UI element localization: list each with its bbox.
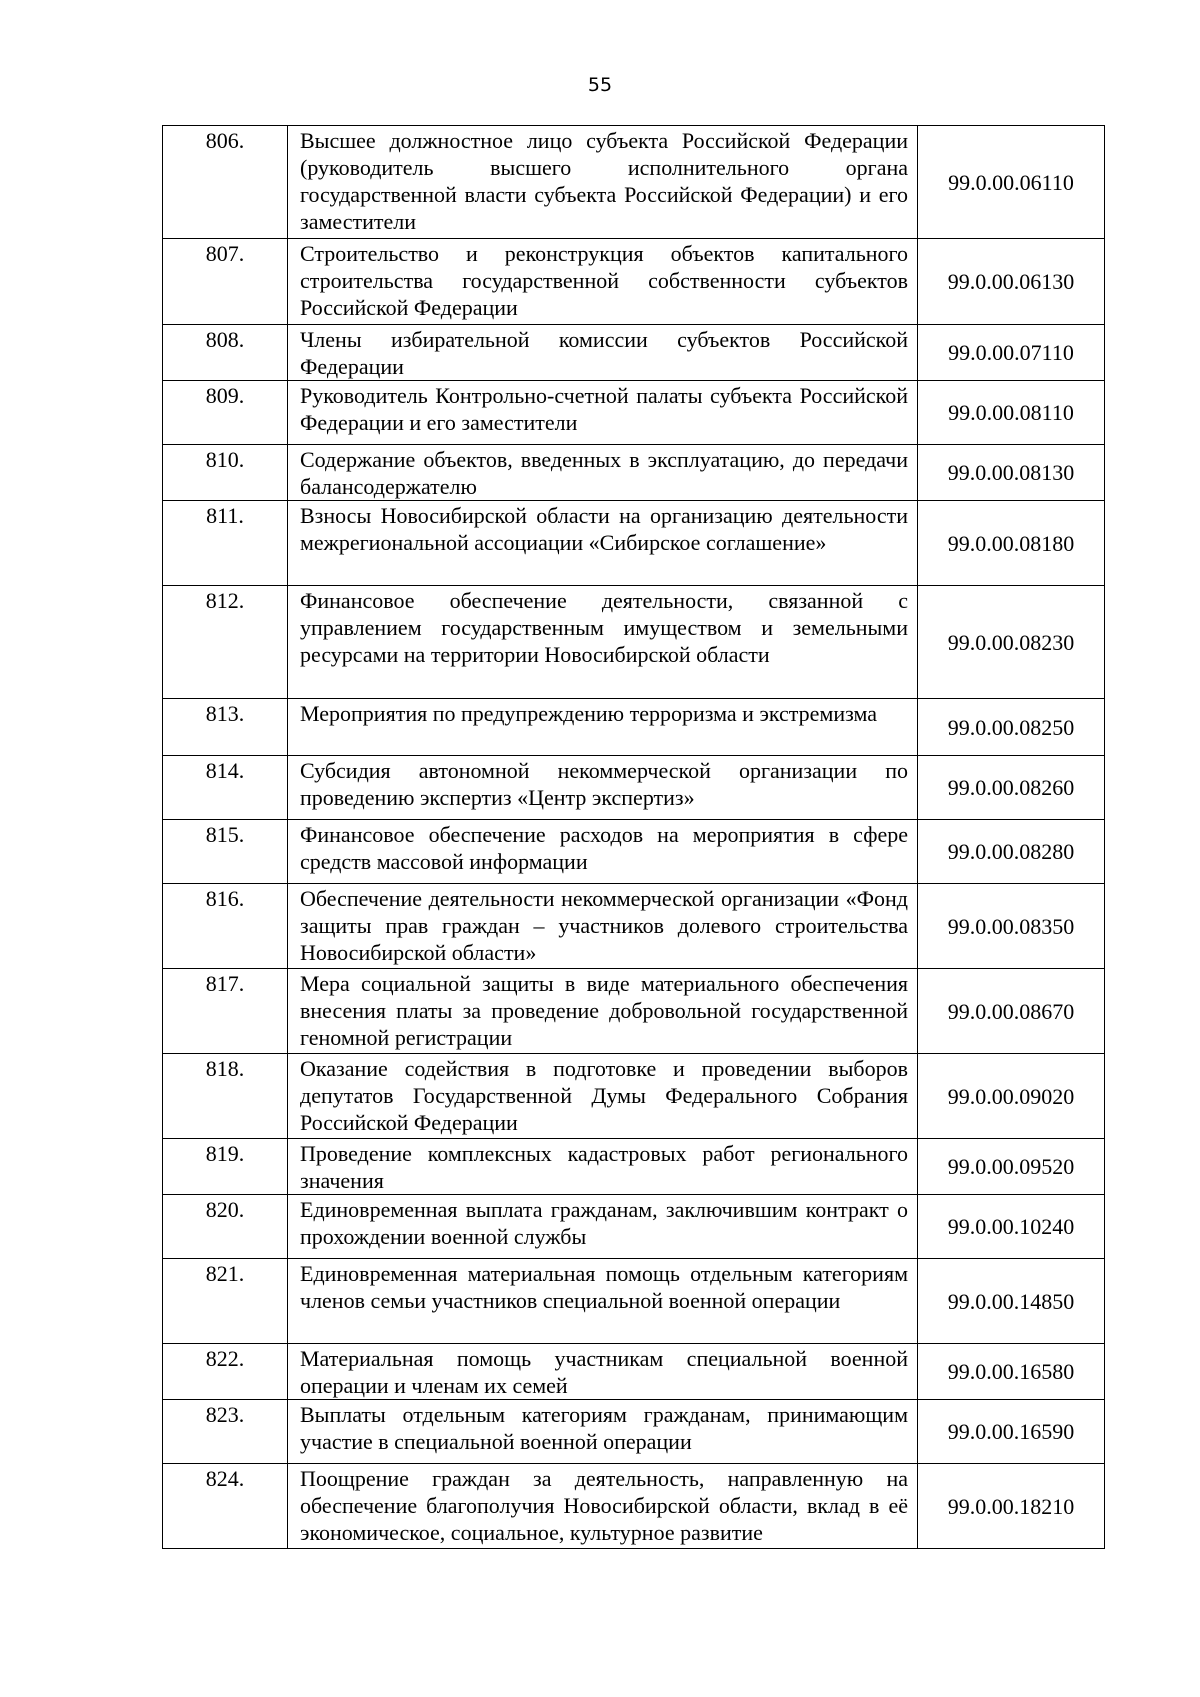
row-number: 815. (163, 820, 288, 884)
row-number: 820. (163, 1195, 288, 1259)
row-code: 99.0.00.08250 (918, 699, 1105, 756)
table-row (163, 586, 1105, 699)
table-row (163, 325, 1105, 381)
table-row (163, 1259, 1105, 1344)
row-number: 816. (163, 884, 288, 969)
row-number: 822. (163, 1344, 288, 1400)
table-row (163, 969, 1105, 1054)
row-number: 806. (163, 126, 288, 239)
row-number: 812. (163, 586, 288, 699)
row-code: 99.0.00.07110 (918, 325, 1105, 381)
row-name: Члены избирательной комиссии субъектов Российской Федерации (288, 325, 918, 381)
row-code: 99.0.00.06130 (918, 239, 1105, 325)
row-code: 99.0.00.08670 (918, 969, 1105, 1054)
table-body (163, 126, 1105, 1549)
table-row (163, 381, 1105, 445)
row-code: 99.0.00.16590 (918, 1400, 1105, 1464)
table-row (163, 239, 1105, 325)
budget-classification-table (162, 125, 1105, 1549)
row-code: 99.0.00.08350 (918, 884, 1105, 969)
row-number: 807. (163, 239, 288, 325)
row-number: 810. (163, 445, 288, 501)
row-code: 99.0.00.18210 (918, 1464, 1105, 1549)
table-row (163, 1054, 1105, 1139)
row-name: Единовременная выплата гражданам, заключившим контракт о прохождении военной службы (288, 1195, 918, 1259)
row-number: 813. (163, 699, 288, 756)
row-name: Оказание содействия в подготовке и проведении выборов депутатов Государственной Думы Федерального Собрания Российской Федерации (288, 1054, 918, 1139)
table-row (163, 501, 1105, 586)
table-row (163, 884, 1105, 969)
page-number: 55 (587, 74, 613, 96)
row-code: 99.0.00.08110 (918, 381, 1105, 445)
row-number: 821. (163, 1259, 288, 1344)
row-code: 99.0.00.08260 (918, 756, 1105, 820)
row-number: 819. (163, 1139, 288, 1195)
table-row (163, 1464, 1105, 1549)
row-name: Единовременная материальная помощь отдельным категориям членов семьи участников специальной военной операции (288, 1259, 918, 1344)
row-code: 99.0.00.08230 (918, 586, 1105, 699)
row-number: 817. (163, 969, 288, 1054)
row-name: Высшее должностное лицо субъекта Российской Федерации (руководитель высшего исполнительного органа государственной власти субъекта Российской Федерации) и его заместители (288, 126, 918, 239)
row-number: 814. (163, 756, 288, 820)
row-number: 823. (163, 1400, 288, 1464)
row-number: 824. (163, 1464, 288, 1549)
row-name: Финансовое обеспечение деятельности, связанной с управлением государственным имуществом и земельными ресурсами на территории Новосибирской области (288, 586, 918, 699)
row-code: 99.0.00.06110 (918, 126, 1105, 239)
row-name: Выплаты отдельным категориям гражданам, принимающим участие в специальной военной операции (288, 1400, 918, 1464)
table-row (163, 1400, 1105, 1464)
row-name: Обеспечение деятельности некоммерческой организации «Фонд защиты прав граждан – участников долевого строительства Новосибирской области» (288, 884, 918, 969)
table-row (163, 699, 1105, 756)
row-code: 99.0.00.09520 (918, 1139, 1105, 1195)
row-name: Мероприятия по предупреждению терроризма и экстремизма (288, 699, 918, 756)
row-name: Руководитель Контрольно-счетной палаты субъекта Российской Федерации и его заместители (288, 381, 918, 445)
row-number: 808. (163, 325, 288, 381)
row-code: 99.0.00.10240 (918, 1195, 1105, 1259)
table-row (163, 1195, 1105, 1259)
row-name: Содержание объектов, введенных в эксплуатацию, до передачи балансодержателю (288, 445, 918, 501)
row-code: 99.0.00.16580 (918, 1344, 1105, 1400)
row-number: 809. (163, 381, 288, 445)
table-row (163, 756, 1105, 820)
row-code: 99.0.00.08130 (918, 445, 1105, 501)
table-row (163, 1139, 1105, 1195)
row-name: Проведение комплексных кадастровых работ регионального значения (288, 1139, 918, 1195)
row-name: Материальная помощь участникам специальной военной операции и членам их семей (288, 1344, 918, 1400)
table-row (163, 1344, 1105, 1400)
row-code: 99.0.00.14850 (918, 1259, 1105, 1344)
table-row (163, 445, 1105, 501)
row-number: 818. (163, 1054, 288, 1139)
row-name: Взносы Новосибирской области на организацию деятельности межрегиональной ассоциации «Сибирское соглашение» (288, 501, 918, 586)
table-row (163, 126, 1105, 239)
row-code: 99.0.00.08180 (918, 501, 1105, 586)
row-name: Мера социальной защиты в виде материального обеспечения внесения платы за проведение добровольной государственной геномной регистрации (288, 969, 918, 1054)
row-name: Финансовое обеспечение расходов на мероприятия в сфере средств массовой информации (288, 820, 918, 884)
row-name: Строительство и реконструкция объектов капитального строительства государственной собственности субъектов Российской Федерации (288, 239, 918, 325)
row-code: 99.0.00.09020 (918, 1054, 1105, 1139)
row-code: 99.0.00.08280 (918, 820, 1105, 884)
row-number: 811. (163, 501, 288, 586)
row-name: Поощрение граждан за деятельность, направленную на обеспечение благополучия Новосибирской области, вклад в её экономическое, социальное, культурное развитие (288, 1464, 918, 1549)
table-row (163, 820, 1105, 884)
row-name: Субсидия автономной некоммерческой организации по проведению экспертиз «Центр экспертиз» (288, 756, 918, 820)
